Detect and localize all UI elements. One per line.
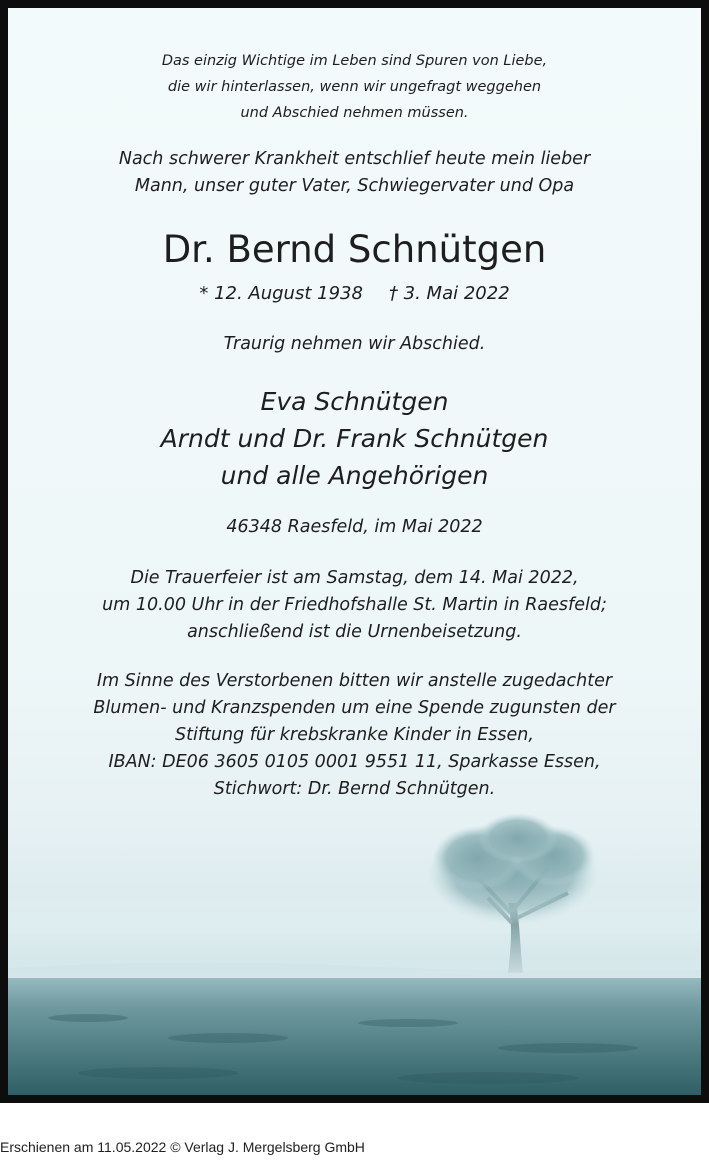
intro-line: Nach schwerer Krankheit entschlief heute mein lieber bbox=[118, 149, 591, 169]
deceased-name: Dr. Bernd Schnütgen bbox=[162, 228, 547, 271]
life-dates bbox=[8, 280, 701, 308]
donation-line: Im Sinne des Verstorbenen bitten wir anstelle zugedachter bbox=[96, 671, 613, 691]
farewell-text: Traurig nehmen wir Abschied. bbox=[223, 334, 486, 354]
mourner-line: Eva Schnütgen bbox=[260, 387, 449, 416]
donation-line: Blumen- und Kranzspenden um eine Spende zugunsten der bbox=[93, 698, 616, 718]
quote-line: die wir hinterlassen, wenn wir ungefragt weggehen bbox=[167, 79, 542, 95]
intro-text bbox=[8, 146, 701, 200]
funeral-service-info bbox=[8, 565, 701, 646]
mourners-list bbox=[8, 383, 701, 494]
death-date: † 3. Mai 2022 bbox=[388, 283, 510, 304]
donation-line: Stiftung für krebskranke Kinder in Essen, bbox=[175, 725, 534, 745]
opening-quote bbox=[8, 48, 701, 126]
mourner-line: Arndt und Dr. Frank Schnütgen bbox=[160, 424, 549, 453]
publication-footer: Erschienen am 11.05.2022 © Verlag J. Mergelsberg GmbH bbox=[0, 1139, 365, 1155]
service-line: um 10.00 Uhr in der Friedhofshalle St. Martin in Raesfeld; bbox=[102, 595, 607, 615]
donation-line: IBAN: DE06 3605 0105 0001 9551 11, Sparkasse Essen, bbox=[108, 752, 601, 772]
birth-date: * 12. August 1938 bbox=[199, 283, 363, 304]
intro-line: Mann, unser guter Vater, Schwiegervater und Opa bbox=[134, 176, 575, 196]
place-and-date: 46348 Raesfeld, im Mai 2022 bbox=[226, 517, 483, 537]
service-line: anschließend ist die Urnenbeisetzung. bbox=[187, 622, 522, 642]
quote-line: und Abschied nehmen müssen. bbox=[240, 105, 469, 121]
quote-line: Das einzig Wichtige im Leben sind Spuren von Liebe, bbox=[161, 53, 548, 69]
service-line: Die Trauerfeier ist am Samstag, dem 14. Mai 2022, bbox=[130, 568, 579, 588]
mourner-line: und alle Angehörigen bbox=[220, 461, 489, 490]
donation-request bbox=[8, 668, 701, 803]
donation-line: Stichwort: Dr. Bernd Schnütgen. bbox=[213, 779, 496, 799]
